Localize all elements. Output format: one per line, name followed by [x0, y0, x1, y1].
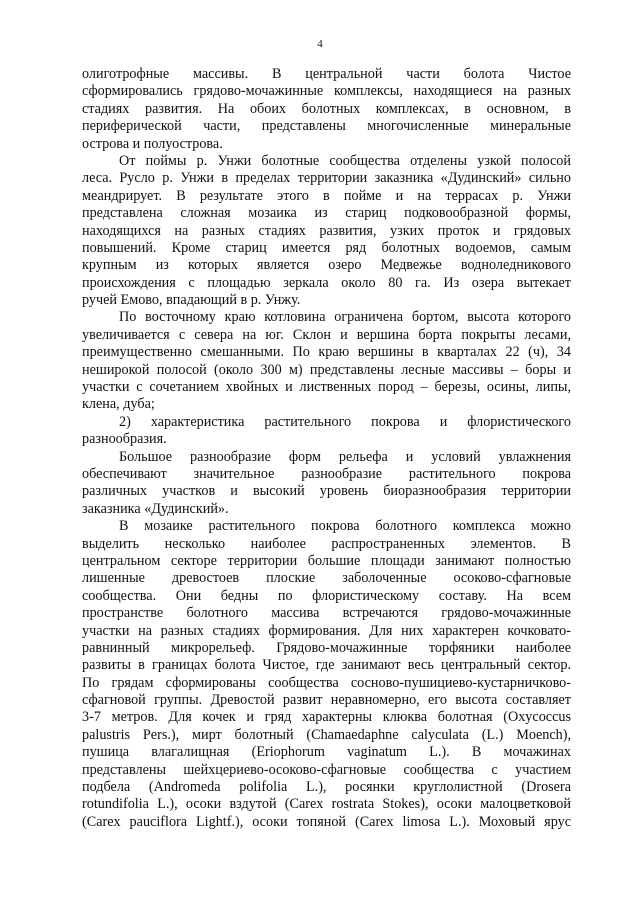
text-line: равнинный микрорельеф. Грядово-мочажинные торфяники наиболее: [82, 639, 571, 656]
text-line: сообщества. Они бедны по флористическому составу. На всем: [82, 587, 571, 604]
text-line: стадиях развития. На обоих болотных комплексах, в основном, в: [82, 100, 571, 117]
text-line: palustris Pers.), мирт болотный (Chamaedaphne calyculata (L.) Moench),: [82, 726, 571, 743]
text-line: клена, дуба;: [82, 396, 155, 413]
text-line: 2) характеристика растительного покрова и флористического: [119, 413, 571, 430]
text-line: (Carex pauciflora Lightf.), осоки топяной (Carex limosa L.). Моховый ярус: [82, 813, 571, 830]
text-line: участки на разных стадиях формирования. Для них характерен кочковато-: [82, 622, 571, 639]
text-line: центральном секторе территории большие площади занимают полностью: [82, 552, 571, 569]
text-line: олиготрофные массивы. В центральной части болота Чистое: [82, 66, 571, 82]
text-line: заказника «Дудинский».: [82, 500, 229, 517]
text-line: преимущественно смешанными. По краю вершины в кварталах 22 (ч), 34: [82, 344, 571, 361]
text-line: По восточному краю котловина ограничена бортом, высота которого: [119, 309, 571, 326]
text-line: выделить несколько наиболее распространенных элементов. В: [82, 535, 571, 552]
text-line: различных участков и высокий уровень биоразнообразия территории: [82, 483, 571, 500]
text-line: развиты в границах болота Чистое, где занимают весь центральный сектор.: [82, 657, 571, 674]
text-line: представлена сложная мозаика из стариц подковообразной формы,: [82, 205, 571, 222]
text-line: 3-7 метров. Для кочек и гряд характерны клюква болотная (Oxycoccus: [82, 709, 571, 726]
text-line: меандрирует. В результате этого в пойме и на террасах р. Унжи: [82, 187, 571, 204]
text-line: периферической части, представлены многочисленные минеральные: [82, 118, 571, 135]
text-line: От поймы р. Унжи болотные сообщества отделены узкой полосой: [119, 152, 571, 169]
text-line: повышений. Кроме стариц имеется ряд болотных водоемов, самым: [82, 239, 571, 256]
body-text: [82, 66, 571, 831]
text-line: крупным из которых является озеро Медвежье водноледникового: [82, 257, 571, 274]
text-line: неширокой полосой (около 300 м) представлены лесные массивы – боры и: [82, 361, 571, 378]
text-line: лишенные древостоев плоские заболоченные осоково-сфагновые: [82, 570, 571, 587]
text-line: rotundifolia L.), осоки вздутой (Carex rostrata Stokes), осоки малоцветковой: [82, 796, 571, 813]
text-line: увеличивается с севера на юг. Склон и вершина борта покрыты лесами,: [82, 326, 571, 343]
text-line: леса. Русло р. Унжи в пределах территории заказника «Дудинский» сильно: [82, 170, 571, 187]
text-line: ручей Емово, впадающий в р. Унжу.: [82, 292, 301, 309]
text-line: представлены шейхцериево-осоково-сфагновые сообщества с участием: [82, 761, 571, 778]
page-number: 4: [317, 38, 323, 50]
text-line: обеспечивают значительное разнообразие растительного покрова: [82, 465, 571, 482]
text-line: участки с сочетанием хвойных и лиственных пород – березы, осины, липы,: [82, 379, 571, 396]
text-line: По грядам сформированы сообщества сосново-пушициево-кустарничково-: [82, 674, 571, 691]
text-line: пушица влагалищная (Eriophorum vaginatum L.). В мочажинах: [82, 744, 571, 761]
text-line: пространстве болотного массива встречаются грядово-мочажинные: [82, 605, 571, 622]
text-line: находящихся на разных стадиях развития, узких проток и грядовых: [82, 222, 571, 239]
text-line: сфагновой группы. Древостой развит неравномерно, его высота составляет: [82, 692, 571, 709]
text-line: происхождения с площадью зеркала около 80 га. Из озера вытекает: [82, 274, 571, 291]
text-line: подбела (Andromeda polifolia L.), росянки круглолистной (Drosera: [82, 779, 571, 796]
text-line: В мозаике растительного покрова болотного комплекса можно: [119, 518, 571, 535]
text-line: острова и полуострова.: [82, 135, 223, 152]
text-line: сформировались грядово-мочажинные комплексы, находящиеся на разных: [82, 83, 571, 100]
text-line: разнообразия.: [82, 431, 167, 448]
text-line: Большое разнообразие форм рельефа и условий увлажнения: [119, 448, 571, 465]
